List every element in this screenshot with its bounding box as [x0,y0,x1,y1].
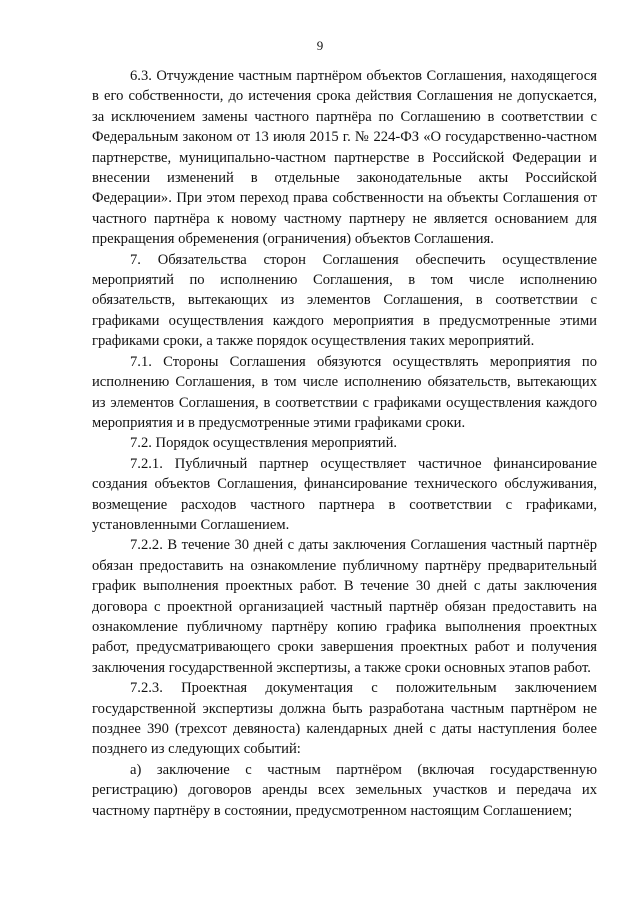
paragraph-7-2-3: 7.2.3. Проектная документация с положительным заключением государственной экспертизы должна быть разработана частным партнёром не позднее 390 (трехсот девяноста) календарных дней с даты наступления более позднего из следующих событий: [92,680,597,758]
paragraph-6-3: 6.3. Отчуждение частным партнёром объектов Соглашения, находящегося в его собственности, до истечения срока действия Соглашения не допускается, за исключением замены частного партнёра по Соглашению в соответствии с Федеральным законом от 13 июля 2015 г. № 224-ФЗ «О государственно-частном партнерстве, муниципально-частном партнерстве в Российской Федерации и внесении изменений в отдельные законодательные акты Российской Федерации». При этом переход права собственности на объекты Соглашения от частного партнёра к новому частному партнеру не является основанием для прекращения обременения (ограничения) объектов Соглашения. [92,68,597,248]
paragraph-7: 7. Обязательства сторон Соглашения обеспечить осуществление мероприятий по исполнению Соглашения, в том числе исполнению обязательств, вытекающих из элементов Соглашения, в соответствии с графиками осуществления каждого мероприятия в предусмотренные этими графиками сроки, а также порядок осуществления таких мероприятий. [92,251,597,350]
paragraph-7-2: 7.2. Порядок осуществления мероприятий. [130,435,398,452]
document-body [92,66,597,821]
paragraph-7-1: 7.1. Стороны Соглашения обязуются осуществлять мероприятия по исполнению Соглашения, в том числе исполнению обязательств, вытекающих из элементов Соглашения, в соответствии с графиками осуществления каждого мероприятия и в предусмотренные этими графиками сроки. [92,353,597,431]
page-number: 9 [316,38,324,53]
paragraph-list-item-a: а) заключение с частным партнёром (включая государственную регистрацию) договоров аренды всех земельных участков и передача их частному партнёру в состоянии, предусмотренном настоящим Соглашением; [92,761,597,819]
paragraph-7-2-2: 7.2.2. В течение 30 дней с даты заключения Соглашения частный партнёр обязан предоставить на ознакомление публичному партнёру предварительный график выполнения проектных работ. В течение 30 дней с даты заключения договора с проектной организацией частный партнёр обязан предоставить на ознакомление публичному партнёру копию графика выполнения проектных работ, предусматривающего сроки завершения проектных работ и получения заключения государственной экспертизы, а также сроки основных этапов работ. [92,537,597,676]
paragraph-7-2-1: 7.2.1. Публичный партнер осуществляет частичное финансирование создания объектов Соглашения, финансирование технического обслуживания, возмещение расходов частного партнера в соответствии с графиками, установленными Соглашением. [92,455,597,533]
